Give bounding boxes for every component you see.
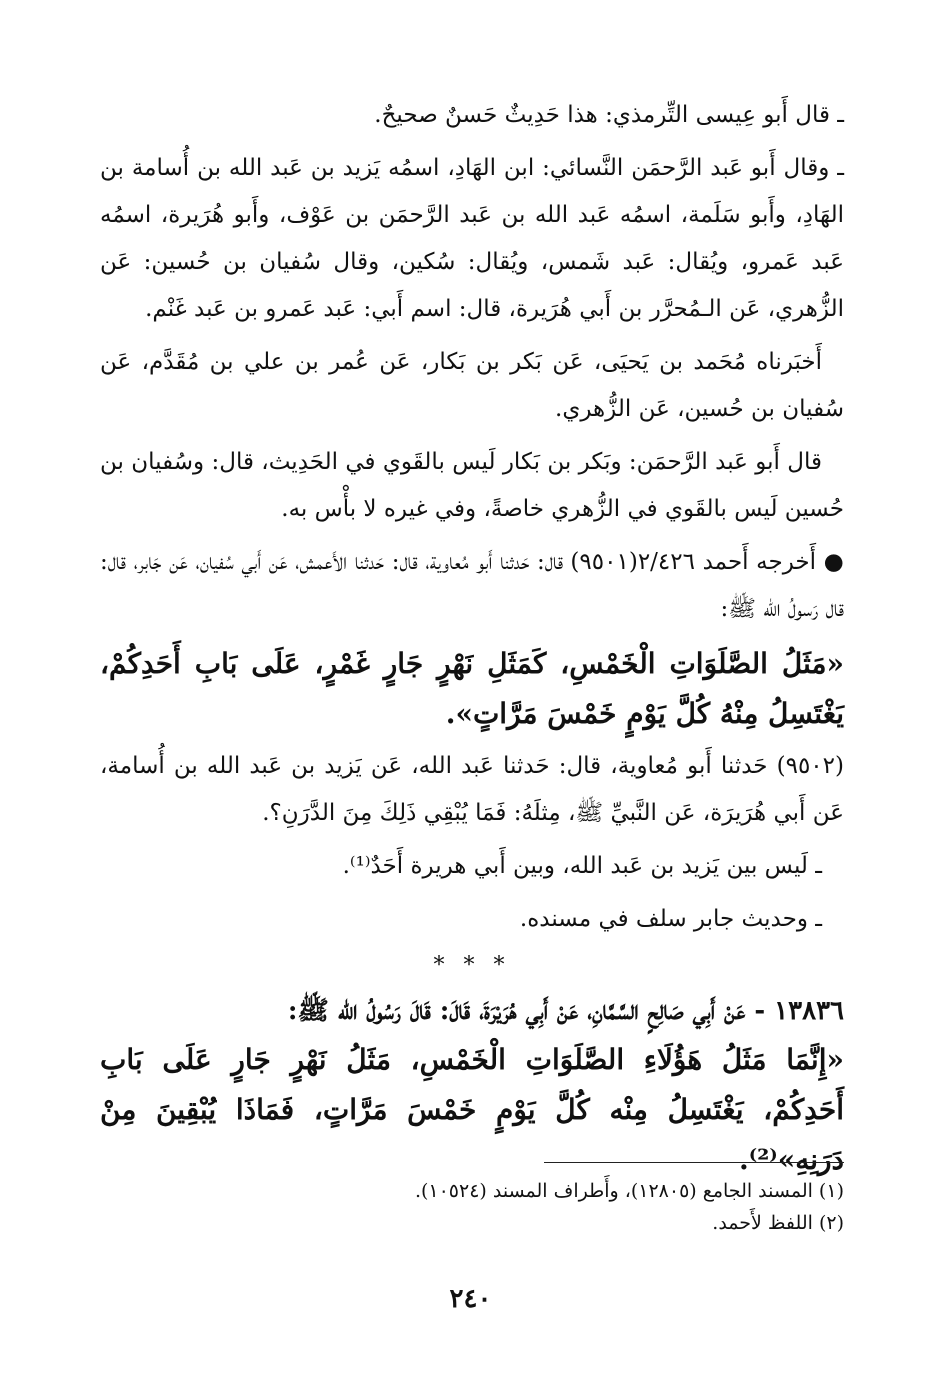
footnotes xyxy=(100,1162,844,1239)
hadith-9502: (٩٥٠٢) حَدثنا أَبو مُعاوية، قال: حَدثنا عَبد الله، عَن يَزيد بن عَبد الله بن أُسامة، عَن أَبي هُرَيرَة، عَن النَّبيِّ ﷺ، مِثلَهُ: فَمَا يُبْقِي ذَلِكَ مِنَ الدَّرَنِ؟. xyxy=(100,753,844,826)
section-separator: * * * xyxy=(433,953,511,978)
entry-13836-heading: ١٣٨٣٦ - عَنْ أَبِي صَالِحٍ السَّمَّانِ، عَنْ أَبِي هُرَيْرَةَ، قَالَ: قَالَ رَسُولُ الله ﷺ: xyxy=(287,996,844,1026)
isnad-paragraph: أَخبَرناه مُحَمد بن يَحيَى، عَن بَكر بن بَكار، عَن عُمر بن علي بن مُقَدَّم، عَن سُفيان بن حُسين، عَن الزُّهري. xyxy=(100,349,844,422)
nasai-commentary: ـ وقال أَبو عَبد الرَّحمَن النَّسائي: ابن الهَادِ، اسمُه يَزيد بن عَبد الله بن أُسامة بن الهَادِ، وأَبو سَلَمة، اسمُه عَبد الله بن عَبد الرَّحمَن بن عَوْف، وأَبو هُرَيرة، اسمُه عَبد عَمرو، ويُقال: عَبد شَمس، ويُقال: سُكين، وقال سُفيان بن حُسين: عَن الزُّهري، عَن الـمُحرَّر بن أَبي هُرَيرة، قال: اسم أَبي: عَبد عَمرو بن عَبد غَنْم. xyxy=(100,155,844,322)
takhrij-ahmad: ● أَخرجه أَحمد ٢/٤٢٦(٩٥٠١) قال: حَدثنا أَبو مُعاوية، قال: حَدثنا الأَعمش، عَن أَبي سُفيان، عَن جَابر، قال: قال رَسولُ الله ﷺ: xyxy=(100,549,845,622)
note-no-link: ـ لَيس بين يَزيد بن عَبد الله، وبين أَبي هريرة أَحَدٌ⁽¹⁾. xyxy=(342,853,822,879)
tirmidhi-verdict: ـ قال أَبو عِيسى التِّرمذي: هذا حَدِيثٌ حَسنٌ صحيحٌ. xyxy=(374,102,844,128)
hadith-text-2: «إِنَّمَا مَثَلُ هَؤُلَاءِ الصَّلَوَاتِ الْخَمْسِ، مَثَلُ نَهْرٍ جَارٍ عَلَى بَابِ أَحَدِكُمْ، يَغْتَسِلُ مِنْه كُلَّ يَوْمٍ خَمْسَ مَرَّاتٍ، فَمَاذَا يُبْقِينَ مِنْ دَرَنِهِ»⁽²⁾. xyxy=(100,1043,844,1176)
hadith-text-1: «مَثَلُ الصَّلَوَاتِ الْخَمْسِ، كَمَثَلِ نَهْرٍ جَارٍ غَمْرٍ، عَلَى بَابِ أَحَدِكُمْ، يَغْتَسِلُ مِنْهُ كُلَّ يَوْمٍ خَمْسَ مَرَّاتٍ». xyxy=(100,647,844,730)
note-jabir: ـ وحديث جابر سلف في مسنده. xyxy=(519,906,822,932)
footnote-divider xyxy=(544,1162,844,1163)
page-body xyxy=(100,92,844,1189)
nasai-grading: قال أَبو عَبد الرَّحمَن: وبَكر بن بَكار لَيس بالقَوي في الحَدِيث، قال: وسُفيان بن حُسين لَيس بالقَوي في الزُّهري خاصةً، وفي غيره لا بأْس به. xyxy=(100,449,844,522)
page-number: ٢٤٠ xyxy=(449,1284,492,1314)
footnote-2: (٢) اللفظ لأَحمد. xyxy=(712,1212,844,1234)
footnote-1: (١) المسند الجامع (١٢٨٠٥)، وأَطراف المسند (١٠٥٢٤). xyxy=(414,1180,844,1202)
